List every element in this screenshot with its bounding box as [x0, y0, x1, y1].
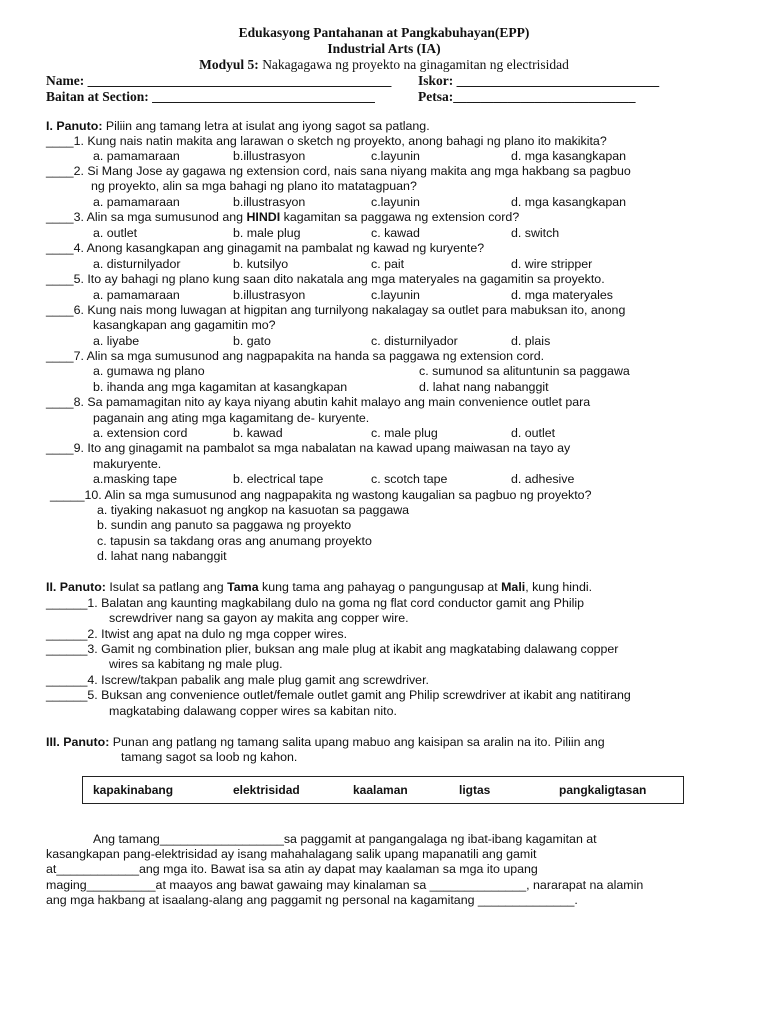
part2-heading-label: II. Panuto:: [46, 580, 106, 594]
part2-heading-b: kung tama ang pahayag o pangungusap at: [258, 580, 502, 594]
q6-option-a: a. liyabe: [93, 334, 140, 348]
question-3-post: kagamitan sa paggawa ng extension cord?: [280, 210, 520, 224]
q1-option-b: b.illustrasyon: [233, 149, 306, 163]
q1-option-d: d. mga kasangkapan: [511, 149, 627, 163]
question-2: ____2. Si Mang Jose ay gagawa ng extension cord, nais sana niyang makita ang mga hakbang sa pagbuo: [46, 164, 631, 178]
q7-option-c: c. sumunod sa alituntunin sa paggawa: [419, 364, 630, 378]
q9-option-a: a.masking tape: [93, 472, 178, 486]
question-9: ____9. Ito ang ginagamit na pambalot sa mga nabalatan na kawad upang maiwasan na tayo ay: [46, 441, 571, 455]
q5-option-a: a. pamamaraan: [93, 288, 180, 302]
q9-option-b: b. electrical tape: [233, 472, 324, 486]
question-6-cont: kasangkapan ang gagamitin mo?: [93, 318, 276, 332]
question-9-cont: makuryente.: [93, 457, 162, 471]
part2-heading-a: Isulat sa patlang ang: [105, 580, 228, 594]
q1-option-a: a. pamamaraan: [93, 149, 180, 163]
question-5: ____5. Ito ay bahagi ng plano kung saan dito nakatala ang mga materyales na gagamitin sa proyekto.: [46, 272, 605, 286]
statement-5-cont: magkatabing dalawang copper wires sa kabitan nito.: [109, 704, 397, 718]
part3-heading-cont: tamang sagot sa loob ng kahon.: [121, 750, 298, 764]
part2-heading-c: , kung hindi.: [525, 580, 593, 594]
question-10: _____10. Alin sa mga sumusunod ang nagpapakita ng wastong kaugalian sa pagbuo ng proyekto?: [50, 488, 592, 502]
q1-option-c: c.layunin: [371, 149, 420, 163]
q5-option-c: c.layunin: [371, 288, 420, 302]
question-3-pre: ____3. Alin sa mga sumusunod ang: [46, 210, 247, 224]
question-3-emphasis: HINDI: [246, 210, 281, 224]
q7-option-a: a. gumawa ng plano: [93, 364, 205, 378]
word-bank-box: [82, 776, 684, 804]
q3-option-c: c. kawad: [371, 226, 420, 240]
q2-option-d: d. mga kasangkapan: [511, 195, 627, 209]
part1-heading-text: Piliin ang tamang letra at isulat ang iyong sagot sa patlang.: [102, 119, 430, 133]
part2-heading-mali: Mali: [501, 580, 526, 594]
q8-option-b: b. kawad: [233, 426, 283, 440]
q2-option-b: b.illustrasyon: [233, 195, 306, 209]
part3-heading-label: III. Panuto:: [46, 735, 110, 749]
part2-heading-tama: Tama: [227, 580, 259, 594]
q10-option-b: b. sundin ang panuto sa paggawa ng proyekto: [97, 518, 352, 532]
section-field[interactable]: Baitan at Section: _________________________________: [46, 89, 375, 104]
q9-option-c: c. scotch tape: [371, 472, 448, 486]
question-2-cont: ng proyekto, alin sa mga bahagi ng plano ito matatagpuan?: [91, 179, 417, 193]
q4-option-b: b. kutsilyo: [233, 257, 289, 271]
statement-1: ______1. Balatan ang kaunting magkabilang dulo na goma ng flat cord conductor gamit ang Philip: [46, 596, 584, 610]
q6-option-c: c. disturnilyador: [371, 334, 458, 348]
word-bank-item: kaalaman: [353, 783, 408, 797]
document-subtitle: Industrial Arts (IA): [327, 41, 441, 56]
q2-option-a: a. pamamaraan: [93, 195, 180, 209]
part2-heading: [46, 580, 592, 595]
q2-option-c: c.layunin: [371, 195, 420, 209]
q7-option-d: d. lahat nang nabanggit: [419, 380, 549, 394]
q6-option-d: d. plais: [511, 334, 551, 348]
question-7: ____7. Alin sa mga sumusunod ang nagpapakita na handa sa paggawa ng extension cord.: [46, 349, 545, 363]
word-bank-item: ligtas: [459, 783, 491, 797]
part3-heading: [46, 735, 605, 750]
question-8-cont: paganain ang ating mga kagamitang de- kuryente.: [93, 411, 370, 425]
date-field[interactable]: Petsa:___________________________: [418, 89, 636, 104]
q3-option-b: b. male plug: [233, 226, 301, 240]
q7-option-b: b. ihanda ang mga kagamitan at kasangkapan: [93, 380, 348, 394]
q8-option-c: c. male plug: [371, 426, 438, 440]
q10-option-a: a. tiyaking nakasuot ng angkop na kasuotan sa paggawa: [97, 503, 410, 517]
q5-option-b: b.illustrasyon: [233, 288, 306, 302]
question-3: [46, 210, 519, 225]
module-label: Modyul 5:: [199, 57, 259, 72]
q10-option-c: c. tapusin sa takdang oras ang anumang proyekto: [97, 534, 372, 548]
module-text: Nakagagawa ng proyekto na ginagamitan ng electrisidad: [262, 57, 569, 72]
q4-option-a: a. disturnilyador: [93, 257, 181, 271]
question-6: ____6. Kung nais mong luwagan at higpitan ang turnilyong nakalagay sa outlet para mabuksan ito, anong: [46, 303, 626, 317]
statement-3-cont: wires sa kabitang ng male plug.: [109, 657, 283, 671]
part1-heading: [46, 119, 430, 134]
paragraph-line-5: ang mga hakbang at isaalang-alang ang paggamit ng personal na kagamitang ______________.: [46, 893, 578, 907]
q4-option-d: d. wire stripper: [511, 257, 593, 271]
word-bank-item: kapakinabang: [93, 783, 174, 797]
q6-option-b: b. gato: [233, 334, 271, 348]
statement-1-cont: screwdriver nang sa gayon ay makita ang copper wire.: [109, 611, 409, 625]
paragraph-line-3: at____________ang mga ito. Bawat isa sa atin ay dapat may kaalaman sa mga ito upang: [46, 862, 538, 876]
part1-heading-label: I. Panuto:: [46, 119, 103, 133]
document-title: Edukasyong Pantahanan at Pangkabuhayan(EPP): [238, 25, 530, 40]
word-bank-item: elektrisidad: [233, 783, 300, 797]
q4-option-c: c. pait: [371, 257, 405, 271]
question-4: ____4. Anong kasangkapan ang ginagamit na pambalat ng kawad ng kuryente?: [46, 241, 485, 255]
statement-5: ______5. Buksan ang convenience outlet/female outlet gamit ang Philip screwdriver at ikabit ang natitirang: [46, 688, 631, 702]
q3-option-a: a. outlet: [93, 226, 138, 240]
q8-option-a: a. extension cord: [93, 426, 188, 440]
statement-4: ______4. Iscrew/takpan pabalik ang male plug gamit ang screwdriver.: [46, 673, 429, 687]
score-field[interactable]: Iskor: ______________________________: [418, 73, 660, 88]
word-bank-item: pangkaligtasan: [559, 783, 647, 797]
q5-option-d: d. mga materyales: [511, 288, 613, 302]
q10-option-d: d. lahat nang nabanggit: [97, 549, 227, 563]
statement-3: ______3. Gamit ng combination plier, buksan ang male plug at ikabit ang magkatabing dalawang copper: [46, 642, 619, 656]
module-line: [0, 57, 768, 73]
paragraph-line-1: Ang tamang__________________sa paggamit at pangangalaga ng ibat-ibang kagamitan at: [93, 832, 597, 846]
name-field[interactable]: Name: _____________________________________________: [46, 73, 392, 88]
q8-option-d: d. outlet: [511, 426, 556, 440]
paragraph-line-2: kasangkapan pang-elektrisidad ay isang mahahalagang salik upang mapanatili ang gamit: [46, 847, 537, 861]
q3-option-d: d. switch: [511, 226, 560, 240]
question-8: ____8. Sa pamamagitan nito ay kaya niyang abutin kahit malayo ang main convenience outlet para: [46, 395, 591, 409]
q9-option-d: d. adhesive: [511, 472, 575, 486]
question-1: ____1. Kung nais natin makita ang larawan o sketch ng proyekto, anong bahagi ng plano ito makikita?: [46, 134, 607, 148]
statement-2: ______2. Itwist ang apat na dulo ng mga copper wires.: [46, 627, 348, 641]
paragraph-line-4: maging__________at maayos ang bawat gawaing may kinalaman sa ______________, nararapat na alamin: [46, 878, 644, 892]
part3-heading-text: Punan ang patlang ng tamang salita upang mabuo ang kaisipan sa aralin na ito. Piliin ang: [109, 735, 605, 749]
